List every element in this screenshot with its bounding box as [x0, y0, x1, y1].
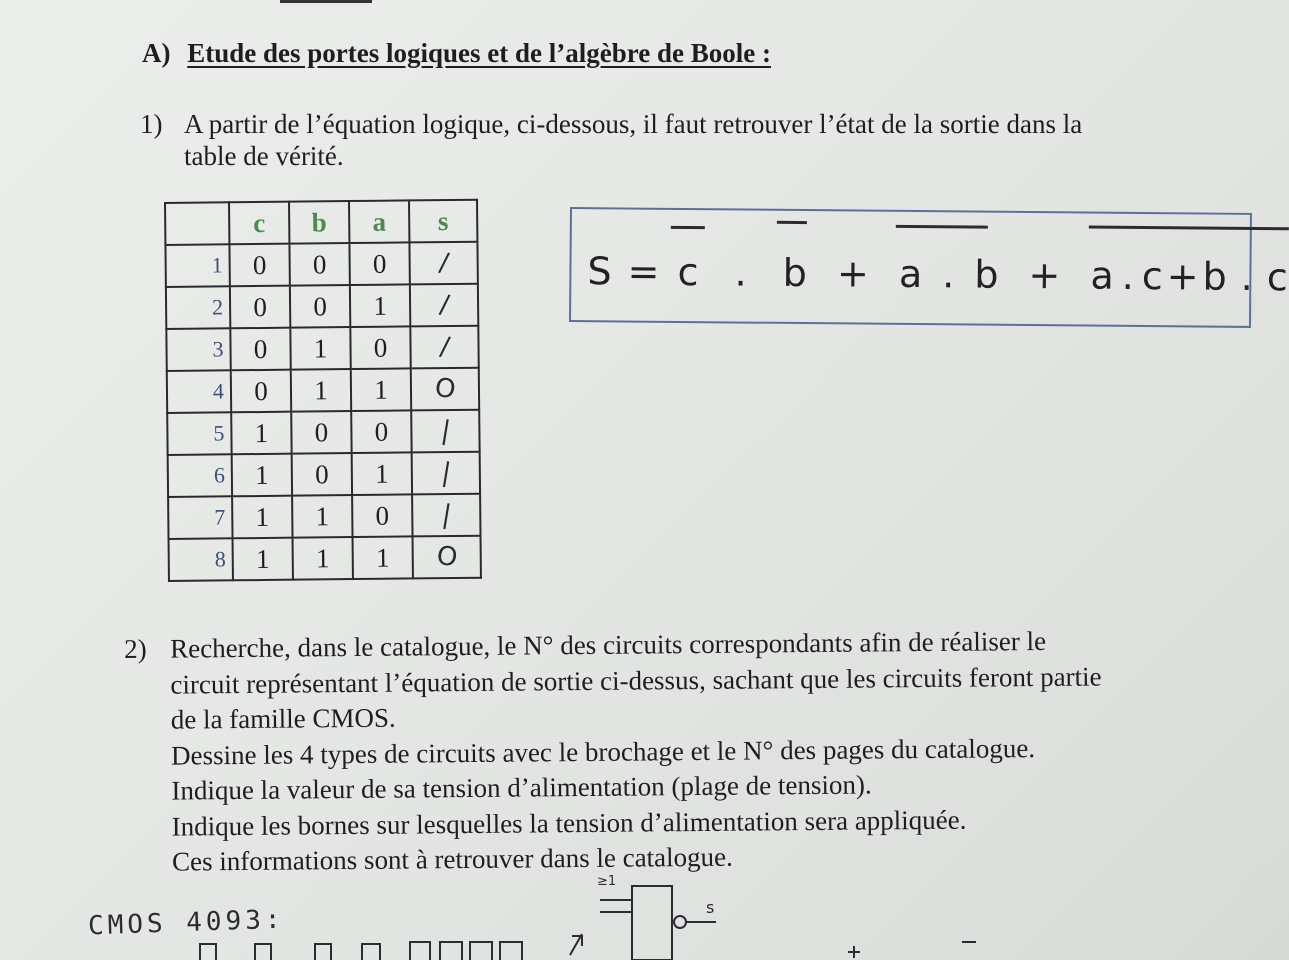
equation-equals: =	[627, 249, 660, 294]
equation-plus: +	[1028, 253, 1061, 298]
cell-a: 0	[349, 242, 409, 285]
cell-c: 0	[231, 370, 291, 413]
output-label: s	[706, 898, 715, 917]
cell-c: 1	[232, 454, 292, 497]
question-1-line: table de vérité.	[184, 141, 344, 171]
cell-s-handwritten: O	[413, 536, 481, 579]
question-2-line: Recherche, dans le catalogue, le N° des circuits correspondants afin de réaliser le	[170, 625, 1047, 664]
cell-b: 1	[291, 369, 351, 412]
row-number: 1	[165, 244, 229, 287]
question-2-line: Indique les bornes sur lesquelles la tension d’alimentation sera appliquée.	[171, 804, 967, 842]
chip-pin	[362, 944, 380, 960]
question-2-line: circuit représentant l’équation de sortie ci-dessus, sachant que les circuits feront partie	[170, 660, 1102, 700]
question-2-line: Indique la valeur de sa tension d’alimentation (plage de tension).	[171, 769, 872, 806]
chip-pins-sketch	[200, 886, 976, 960]
row-number: 4	[167, 370, 231, 413]
handwritten-note: CMOS 4093:	[87, 904, 286, 942]
cell-a: 1	[353, 536, 413, 579]
equation-term-c-bar: c	[677, 250, 698, 294]
chip-pin	[440, 942, 462, 960]
column-header-a: a	[349, 200, 409, 243]
cell-a: 0	[350, 326, 410, 369]
cell-c: 0	[229, 244, 289, 287]
plus-sketch	[848, 946, 860, 958]
question-2-number: 2)	[124, 633, 147, 664]
cell-s-handwritten: |	[412, 494, 480, 537]
cell-c: 1	[232, 496, 292, 539]
question-1-number: 1)	[140, 109, 163, 139]
row-number: 5	[167, 412, 231, 455]
cell-b: 0	[292, 453, 352, 496]
row-number: 2	[166, 286, 230, 329]
row-number: 8	[169, 538, 233, 581]
cell-b: 0	[289, 243, 349, 286]
nand-gate-sketch	[632, 886, 672, 960]
row-number: 3	[166, 328, 230, 371]
chip-pin	[500, 942, 522, 960]
chip-pin	[410, 942, 430, 960]
question-2-line: Ces informations sont à retrouver dans le catalogue.	[171, 841, 733, 877]
cell-a: 1	[352, 452, 412, 495]
equation-plus: +	[836, 251, 870, 296]
row-number: 6	[168, 454, 232, 497]
gate-label: ≥1	[597, 874, 617, 889]
cell-c: 0	[230, 328, 290, 371]
cell-a: 1	[350, 284, 410, 327]
cell-b: 1	[292, 495, 352, 538]
cell-s-handwritten: /	[410, 326, 478, 369]
cell-s-handwritten: |	[412, 452, 480, 495]
section-label: A)	[142, 38, 171, 68]
column-header-b: b	[289, 201, 349, 244]
equation-term-ab-bar: a . b	[899, 252, 999, 297]
cell-c: 0	[230, 286, 290, 329]
nand-bubble-sketch	[674, 916, 686, 928]
row-number: 7	[168, 496, 232, 539]
cell-s-handwritten: |	[411, 410, 479, 453]
cell-a: 0	[352, 494, 412, 537]
cell-b: 0	[290, 285, 350, 328]
cell-a: 1	[351, 368, 411, 411]
chip-pin	[470, 942, 492, 960]
cell-a: 0	[351, 410, 411, 453]
cell-b: 1	[290, 327, 350, 370]
chip-pin	[315, 944, 331, 960]
question-1-line: A partir de l’équation logique, ci-dessous, il faut retrouver l’état de la sortie dans la	[184, 109, 1083, 139]
cell-c: 1	[233, 538, 293, 581]
cell-s-handwritten: /	[410, 284, 478, 327]
column-header-s: s	[409, 200, 477, 243]
question-2-line: de la famille CMOS.	[170, 702, 396, 735]
equation-term-acbc-bar: a . c+b . c	[1090, 254, 1288, 300]
cell-b: 0	[291, 411, 351, 454]
cell-s-handwritten: /	[409, 242, 477, 285]
gate-input-line	[600, 900, 632, 912]
cell-b: 1	[293, 537, 353, 580]
cell-c: 1	[231, 412, 291, 455]
column-header-c: c	[229, 202, 289, 245]
cell-s-handwritten: O	[411, 368, 479, 411]
question-2-line: Dessine les 4 types de circuits avec le brochage et le N° des pages du catalogue.	[170, 732, 1036, 771]
arrow-sketch	[570, 934, 582, 955]
equation-dot: .	[734, 250, 747, 295]
section-heading: Etude des portes logiques et de l’algèbre de Boole :	[187, 38, 771, 68]
chip-pin	[200, 944, 216, 960]
chip-pin	[255, 944, 271, 960]
equation-output: S	[587, 249, 612, 294]
equation-term-b-bar: b	[783, 251, 808, 295]
